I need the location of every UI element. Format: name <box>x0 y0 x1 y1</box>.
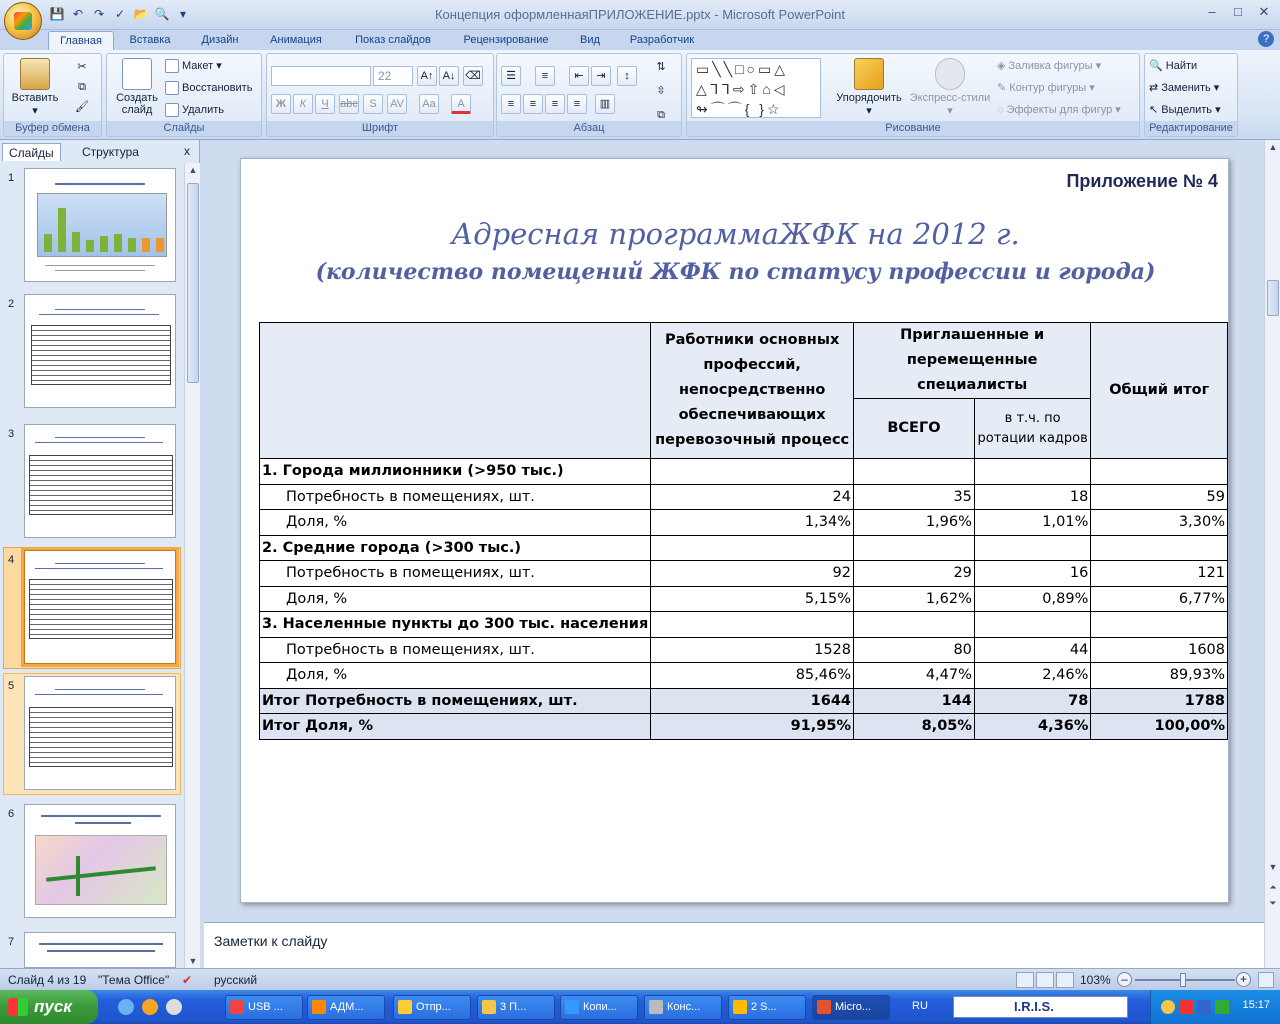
firefox-icon <box>312 1000 326 1014</box>
delete-label: Удалить <box>182 104 224 116</box>
table-row <box>260 459 1228 485</box>
folder-icon <box>482 1000 496 1014</box>
slide-scrollbar[interactable] <box>1264 140 1280 968</box>
justify-icon[interactable]: ≡ <box>567 94 587 114</box>
notes-placeholder: Заметки к слайду <box>214 933 328 949</box>
notes-pane[interactable] <box>204 922 1264 968</box>
bullets-icon[interactable]: ☰ <box>501 66 521 86</box>
tab-home[interactable]: Главная <box>48 31 114 50</box>
table-cell[interactable]: 24 <box>651 484 854 510</box>
taskbar-item-label: Micro... <box>835 1001 872 1013</box>
open-icon[interactable]: 📂 <box>133 7 149 21</box>
table-cell[interactable]: 89,93% <box>1091 663 1228 689</box>
slide-thumbnail-5[interactable] <box>24 676 176 790</box>
layout-button[interactable]: Макет ▾ <box>165 56 222 76</box>
paste-label: Вставить <box>11 92 59 104</box>
table-cell[interactable]: 4,47% <box>854 663 975 689</box>
slides-panel-scrollbar[interactable] <box>184 163 200 968</box>
scroll-down-icon[interactable]: ▼ <box>188 956 198 966</box>
tab-slides[interactable]: Слайды <box>2 143 61 161</box>
table-cell[interactable]: 1,96% <box>854 510 975 536</box>
taskbar-item-label: Конс... <box>667 1001 701 1013</box>
table-cell[interactable]: 1788 <box>1091 688 1228 714</box>
slide-number: 6 <box>8 808 15 820</box>
thumb-chart <box>37 193 167 257</box>
table-cell[interactable]: 1644 <box>651 688 854 714</box>
taskbar-item-label: 3 П... <box>500 1001 527 1013</box>
align-text-icon[interactable]: ⇳ <box>656 85 666 97</box>
table-cell[interactable]: 1,62% <box>854 586 975 612</box>
tab-outline[interactable]: Структура <box>82 145 139 159</box>
thumb-bar <box>114 234 122 252</box>
thumb-title <box>39 943 163 945</box>
thumb-table <box>29 579 173 639</box>
table-cell[interactable] <box>1091 612 1228 638</box>
windows-taskbar <box>0 990 1280 1024</box>
delete-slide-button[interactable] <box>165 100 224 120</box>
thumb-title <box>47 950 155 952</box>
select-label: Выделить <box>1161 104 1213 116</box>
select-icon: ↖ <box>1149 104 1159 116</box>
quicklaunch-icon[interactable] <box>142 999 158 1015</box>
table-cell[interactable] <box>974 612 1090 638</box>
shape-fill-label: Заливка фигуры <box>1008 60 1093 72</box>
table-cell[interactable]: 1,01% <box>974 510 1090 536</box>
paste-icon <box>20 58 50 90</box>
taskbar-item[interactable] <box>477 995 555 1020</box>
align-left-icon[interactable]: ≡ <box>501 94 521 114</box>
row-label[interactable]: Потребность в помещениях, шт. <box>260 561 651 587</box>
slide-thumbnail-7[interactable] <box>24 932 176 968</box>
row-label[interactable]: Потребность в помещениях, шт. <box>260 637 651 663</box>
reset-label: Восстановить <box>182 82 253 94</box>
table-cell[interactable]: 44 <box>974 637 1090 663</box>
strikethrough-icon[interactable]: abc <box>339 94 359 114</box>
thumb-subtitle <box>35 568 163 569</box>
keyboard-language[interactable]: RU <box>912 1000 928 1012</box>
scroll-up-icon[interactable]: ▲ <box>1268 142 1278 152</box>
table-cell[interactable] <box>854 459 975 485</box>
new-slide-icon <box>122 58 152 90</box>
clear-format-icon[interactable]: ⌫ <box>463 66 483 86</box>
data-table[interactable] <box>259 322 1228 740</box>
slide-sorter-icon[interactable] <box>1036 972 1054 988</box>
taskbar-item-active[interactable] <box>812 995 890 1020</box>
slides-group <box>106 53 262 137</box>
table-row <box>260 688 1228 714</box>
spellcheck-icon[interactable]: ✔ <box>182 973 193 987</box>
numbering-icon[interactable]: ≡ <box>535 66 555 86</box>
redo-icon[interactable]: ↷ <box>93 7 105 21</box>
row-label[interactable]: Итог Доля, % <box>260 714 651 740</box>
shape-effects-label: Эффекты для фигур <box>1006 104 1113 116</box>
table-row <box>260 510 1228 536</box>
delete-icon <box>165 103 179 117</box>
slide-number: 3 <box>8 428 15 440</box>
table-row <box>260 561 1228 587</box>
row-label[interactable]: 3. Населенные пункты до 300 тыс. населения <box>260 612 651 638</box>
thumb-subtitle <box>35 694 163 695</box>
table-cell[interactable]: 92 <box>651 561 854 587</box>
replace-label: Заменить <box>1161 82 1211 94</box>
thumb-bar <box>128 238 136 252</box>
table-cell[interactable]: 144 <box>854 688 975 714</box>
row-label[interactable]: Итог Потребность в помещениях, шт. <box>260 688 651 714</box>
drawing-group-label: Рисование <box>687 121 1139 136</box>
font-color-icon[interactable]: A <box>451 94 471 114</box>
tab-design[interactable]: Дизайн <box>201 34 239 46</box>
appendix-label[interactable]: Приложение № 4 <box>1066 171 1218 191</box>
console-icon <box>649 1000 663 1014</box>
office-button[interactable] <box>4 2 42 40</box>
table-cell[interactable]: 6,77% <box>1091 586 1228 612</box>
find-button[interactable] <box>1149 56 1197 76</box>
slide-canvas[interactable] <box>240 158 1229 903</box>
table-cell[interactable] <box>854 535 975 561</box>
row-label[interactable]: Потребность в помещениях, шт. <box>260 484 651 510</box>
align-right-icon[interactable]: ≡ <box>545 94 565 114</box>
taskbar-item[interactable] <box>728 995 806 1020</box>
table-cell[interactable]: 18 <box>974 484 1090 510</box>
thumb-bar <box>142 238 150 252</box>
taskbar-item-label: АДМ... <box>330 1001 364 1013</box>
slides-group-label: Слайды <box>107 121 261 136</box>
header-specialists-total[interactable]: ВСЕГО <box>854 399 975 459</box>
char-spacing-icon[interactable]: AV <box>387 94 407 114</box>
table-cell[interactable] <box>974 535 1090 561</box>
theme-name[interactable]: "Тема Office" <box>98 973 170 987</box>
table-row <box>260 663 1228 689</box>
table-cell[interactable]: 2,46% <box>974 663 1090 689</box>
tab-insert[interactable]: Вставка <box>129 34 171 46</box>
columns-icon[interactable]: ▥ <box>595 94 615 114</box>
save-icon[interactable]: 💾 <box>49 7 65 21</box>
taskbar-item-label: Отпр... <box>416 1001 451 1013</box>
quicklaunch-icon[interactable] <box>118 999 134 1015</box>
new-slide-button[interactable] <box>111 58 163 116</box>
thumb-title <box>55 689 145 690</box>
decrease-indent-icon[interactable]: ⇤ <box>569 66 589 86</box>
thumb-title <box>55 563 145 564</box>
table-row <box>260 484 1228 510</box>
table-cell[interactable]: 1608 <box>1091 637 1228 663</box>
powerpoint-icon <box>817 1000 831 1014</box>
taskbar-item[interactable] <box>393 995 471 1020</box>
thumb-map <box>35 835 167 905</box>
zoom-in-icon[interactable]: + <box>1236 972 1251 987</box>
font-size-select[interactable]: 22 <box>373 66 413 86</box>
zoom-out-icon[interactable]: – <box>1117 972 1132 987</box>
copy-icon[interactable]: ⧉ <box>78 81 86 93</box>
change-case-icon[interactable]: Aa <box>419 94 439 114</box>
status-bar <box>0 968 1280 990</box>
office-logo-icon <box>14 12 32 30</box>
slide-number: 4 <box>8 554 15 566</box>
tray-icon[interactable] <box>1161 1000 1175 1014</box>
thumb-bar <box>100 236 108 252</box>
paste-button[interactable]: Вставить ▾ <box>10 58 60 117</box>
table-cell[interactable] <box>651 612 854 638</box>
slide-number: 5 <box>8 680 15 692</box>
table-body <box>260 459 1228 740</box>
table-row <box>260 612 1228 638</box>
cut-icon[interactable]: ✂ <box>77 61 87 73</box>
tray-icon[interactable] <box>1179 1000 1193 1014</box>
table-cell[interactable] <box>854 612 975 638</box>
slide-counter: Слайд 4 из 19 <box>8 973 87 987</box>
reset-button[interactable] <box>165 78 252 98</box>
quick-styles-button[interactable]: Экспресс-стили ▾ <box>909 58 991 117</box>
shrink-font-icon[interactable]: A↓ <box>439 66 459 86</box>
header-core-workers[interactable]: Работники основных профессий, непосредственно обеспечивающих перевозочный процесс <box>651 323 854 459</box>
quick-styles-label: Экспресс-стили <box>909 92 991 104</box>
row-label[interactable]: Доля, % <box>260 586 651 612</box>
header-rotation[interactable]: в т.ч. по ротации кадров <box>974 399 1090 459</box>
layout-icon <box>165 59 179 73</box>
slide-subtitle[interactable]: (количество помещений ЖФК по статусу профессии и города) <box>315 259 1156 285</box>
table-cell[interactable]: 16 <box>974 561 1090 587</box>
table-cell[interactable] <box>1091 459 1228 485</box>
title-bar <box>0 0 1280 30</box>
table-cell[interactable]: 100,00% <box>1091 714 1228 740</box>
help-icon[interactable]: ? <box>1258 31 1274 47</box>
find-label: Найти <box>1165 60 1198 72</box>
taskbar-item-label: USB ... <box>248 1001 283 1013</box>
slide-title[interactable]: Адресная программаЖФК на 2012 г. <box>451 217 1020 251</box>
slide-number: 2 <box>8 298 15 310</box>
slide-thumbnail-2[interactable] <box>24 294 176 408</box>
italic-icon[interactable]: К <box>293 94 313 114</box>
format-painter-icon[interactable]: 🖌 <box>75 101 89 113</box>
arrange-button[interactable]: Упорядочить ▾ <box>833 58 905 117</box>
clipboard-group-label: Буфер обмена <box>4 121 101 136</box>
scroll-thumb[interactable] <box>187 183 199 383</box>
quick-styles-icon <box>935 58 965 90</box>
taskbar-item[interactable] <box>560 995 638 1020</box>
paragraph-group <box>496 53 682 137</box>
table-cell[interactable]: 5,15% <box>651 586 854 612</box>
new-slide-label: Создать слайд <box>116 92 158 116</box>
editing-group <box>1144 53 1238 137</box>
undo-icon[interactable]: ↶ <box>72 7 84 21</box>
language-indicator[interactable]: русский <box>214 973 258 987</box>
slide-thumbnail-6[interactable] <box>24 804 176 918</box>
maximize-button[interactable]: □ <box>1234 4 1242 19</box>
increase-indent-icon[interactable]: ⇥ <box>591 66 611 86</box>
customize-toolbar-icon[interactable]: ▾ <box>179 7 187 21</box>
clock: 15:17 <box>1242 999 1270 1011</box>
thumb-map-route <box>46 866 156 881</box>
smartart-icon[interactable]: ⧉ <box>657 109 665 121</box>
slide-number: 7 <box>8 936 15 948</box>
select-button[interactable]: ↖ Выделить ▾ <box>1149 104 1221 116</box>
table-cell[interactable] <box>651 459 854 485</box>
tab-view[interactable]: Вид <box>580 34 600 46</box>
table-cell[interactable]: 85,46% <box>651 663 854 689</box>
align-center-icon[interactable]: ≡ <box>523 94 543 114</box>
shape-effects-button[interactable]: ◌ Эффекты для фигур ▾ <box>997 104 1121 116</box>
table-row <box>260 637 1228 663</box>
slide-thumbnail-3[interactable] <box>24 424 176 538</box>
table-corner-cell[interactable] <box>260 323 651 459</box>
editing-group-label: Редактирование <box>1145 121 1237 136</box>
tray-icon[interactable] <box>1197 1000 1211 1014</box>
thumb-title <box>41 815 161 817</box>
find-icon: 🔍 <box>1149 60 1163 72</box>
thumb-title <box>75 822 131 824</box>
replace-button[interactable]: ⇄ Заменить ▾ <box>1149 82 1220 94</box>
font-group-label: Шрифт <box>267 121 493 136</box>
table-cell[interactable]: 0,89% <box>974 586 1090 612</box>
thumb-title <box>55 309 145 310</box>
windows-logo-icon <box>8 998 28 1016</box>
clipboard-group <box>3 53 102 137</box>
slideshow-view-icon[interactable] <box>1056 972 1074 988</box>
thumb-table <box>29 707 173 767</box>
start-label: пуск <box>34 997 72 1016</box>
table-cell[interactable]: 35 <box>854 484 975 510</box>
taskbar-item[interactable] <box>307 995 385 1020</box>
tray-icon[interactable] <box>1215 1000 1229 1014</box>
thumb-bar <box>86 240 94 252</box>
thumb-table <box>29 455 173 515</box>
table-cell[interactable]: 121 <box>1091 561 1228 587</box>
word-icon <box>565 1000 579 1014</box>
slide-number: 1 <box>8 172 15 184</box>
shape-fill-button[interactable]: ◈ Заливка фигуры ▾ <box>997 60 1102 72</box>
thumb-subtitle <box>39 314 159 315</box>
bold-icon[interactable]: Ж <box>271 94 291 114</box>
table-cell[interactable]: 80 <box>854 637 975 663</box>
text-direction-icon[interactable]: ⇅ <box>656 61 666 73</box>
layout-label: Макет <box>182 60 214 72</box>
thumb-bar <box>44 234 52 252</box>
underline-icon[interactable]: Ч <box>315 94 335 114</box>
thumb-title <box>55 183 145 185</box>
arrange-label: Упорядочить <box>836 92 902 104</box>
fit-to-window-icon[interactable] <box>1258 972 1274 988</box>
usb-icon <box>230 1000 244 1014</box>
scroll-thumb[interactable] <box>1267 280 1279 316</box>
thumb-bar <box>72 232 80 252</box>
scroll-down-icon[interactable]: ▼ <box>1268 862 1278 872</box>
slide-thumbnail-4[interactable] <box>24 550 176 664</box>
line-spacing-icon[interactable]: ↕ <box>617 66 637 86</box>
group-icon <box>733 1000 747 1014</box>
iris-toolbar[interactable] <box>953 996 1128 1018</box>
zoom-slider-thumb[interactable] <box>1180 973 1186 987</box>
start-button[interactable] <box>0 990 98 1024</box>
table-cell[interactable]: 59 <box>1091 484 1228 510</box>
taskbar-item[interactable] <box>225 995 303 1020</box>
grow-font-icon[interactable]: A↑ <box>417 66 437 86</box>
tab-review[interactable]: Рецензирование <box>463 34 549 46</box>
system-tray <box>1150 990 1280 1024</box>
row-label[interactable]: Доля, % <box>260 510 651 536</box>
thumb-map-route <box>76 856 80 896</box>
next-slide-icon[interactable]: ⏷ <box>1269 898 1277 908</box>
minimize-button[interactable]: – <box>1208 4 1216 19</box>
replace-icon: ⇄ <box>1149 82 1159 94</box>
taskbar-item-label: Копи... <box>583 1001 617 1013</box>
table-cell[interactable]: 1528 <box>651 637 854 663</box>
font-name-select[interactable] <box>271 66 371 86</box>
shadow-icon[interactable]: S <box>363 94 383 114</box>
taskbar-item[interactable] <box>644 995 722 1020</box>
drawing-group <box>686 53 1140 137</box>
thumb-table <box>31 325 171 385</box>
shape-outline-button[interactable]: ✎ Контур фигуры ▾ <box>997 82 1095 94</box>
table-cell[interactable]: 4,36% <box>974 714 1090 740</box>
print-preview-icon[interactable]: 🔍 <box>154 7 170 21</box>
table-row <box>260 535 1228 561</box>
close-button[interactable]: ✕ <box>1258 4 1270 19</box>
table-cell[interactable]: 78 <box>974 688 1090 714</box>
slides-panel-tabs <box>0 143 200 161</box>
zoom-level[interactable]: 103% <box>1080 973 1111 987</box>
thumb-bar <box>156 238 164 252</box>
tab-slideshow[interactable]: Показ слайдов <box>355 34 431 46</box>
table-cell[interactable] <box>1091 535 1228 561</box>
window-title: Концепция оформленнаяПРИЛОЖЕНИЕ.pptx - Microsoft PowerPoint <box>434 7 846 22</box>
mail-icon <box>398 1000 412 1014</box>
header-specialists-group[interactable]: Приглашенные и перемещенные специалисты <box>854 323 1091 399</box>
row-label[interactable]: 1. Города миллионники (>950 тыс.) <box>260 459 651 485</box>
shapes-gallery[interactable]: ▭╲╲□○▭△ △ᒣᒣ⇨⇧⌂◁ ↬⌒⌒{ }☆ <box>691 58 821 118</box>
row-label[interactable]: Доля, % <box>260 663 651 689</box>
thumb-title <box>55 437 145 438</box>
tab-animation[interactable]: Анимация <box>270 34 322 46</box>
arrange-icon <box>854 58 884 90</box>
spelling-icon[interactable]: ✓ <box>114 7 126 21</box>
reset-icon <box>165 81 179 95</box>
taskbar-item-label: 2 S... <box>751 1001 777 1013</box>
table-cell[interactable]: 3,30% <box>1091 510 1228 536</box>
iris-label: I.R.I.S. <box>1014 999 1054 1014</box>
table-cell[interactable]: 29 <box>854 561 975 587</box>
ribbon <box>0 50 1280 140</box>
table-row <box>260 714 1228 740</box>
previous-slide-icon[interactable]: ⏶ <box>1269 882 1277 892</box>
font-group <box>266 53 494 137</box>
normal-view-icon[interactable] <box>1016 972 1034 988</box>
row-label[interactable]: 2. Средние города (>300 тыс.) <box>260 535 651 561</box>
thumb-subtitle <box>35 442 163 443</box>
slide-thumbnail-1[interactable] <box>24 168 176 282</box>
tab-developer[interactable]: Разработчик <box>629 34 695 46</box>
header-grand-total[interactable]: Общий итог <box>1091 323 1228 459</box>
shape-outline-label: Контур фигуры <box>1009 82 1087 94</box>
table-cell[interactable] <box>974 459 1090 485</box>
table-cell[interactable]: 1,34% <box>651 510 854 536</box>
window-controls <box>1200 3 1276 23</box>
table-cell[interactable]: 91,95% <box>651 714 854 740</box>
table-cell[interactable] <box>651 535 854 561</box>
thumb-text <box>45 265 155 266</box>
paragraph-group-label: Абзац <box>497 121 681 136</box>
close-panel-icon[interactable]: x <box>184 144 190 158</box>
quicklaunch-icon[interactable] <box>166 999 182 1015</box>
thumb-text <box>55 270 145 271</box>
thumb-bar <box>58 208 66 252</box>
ribbon-tabs <box>0 30 1280 50</box>
scroll-up-icon[interactable]: ▲ <box>188 165 198 175</box>
table-row <box>260 586 1228 612</box>
table-cell[interactable]: 8,05% <box>854 714 975 740</box>
